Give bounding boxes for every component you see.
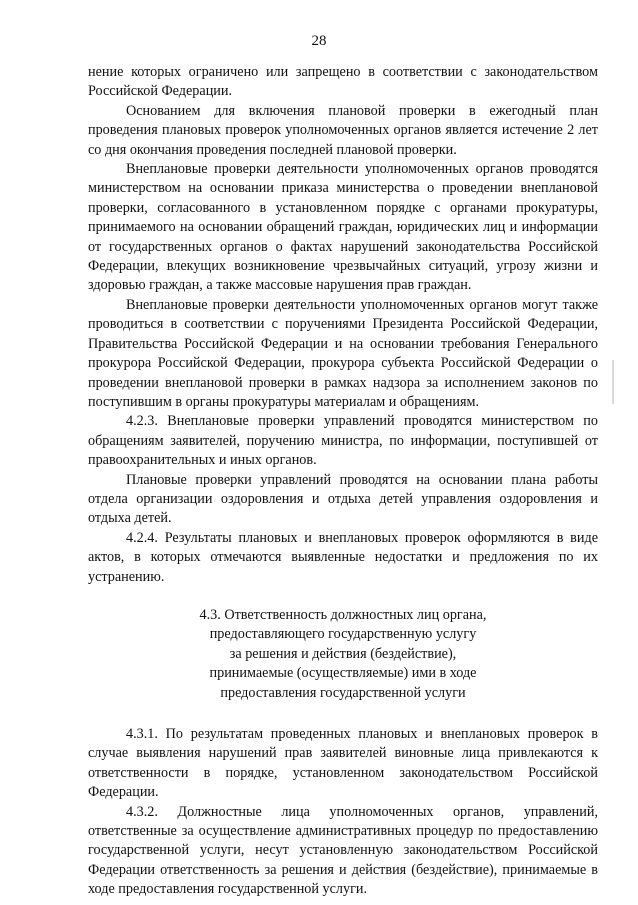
paragraph-4-2-4: 4.2.4. Результаты плановых и внеплановых проверок оформляются в виде актов, в которых отмечаются выявленные недостатки и предложения по их устранению. — [88, 529, 598, 585]
scan-margin-mark — [612, 360, 614, 404]
heading-line: предоставляющего государственную услугу — [209, 626, 477, 643]
page-number: 28 — [311, 33, 327, 49]
heading-line: за решения и действия (бездействие), — [229, 645, 457, 662]
heading-line: принимаемые (осуществляемые) ими в ходе — [209, 665, 477, 682]
section-heading-4-3 — [88, 606, 598, 703]
paragraph-4-3-2: 4.3.2. Должностные лица уполномоченных органов, управлений, ответственные за осуществление административных процедур по предоставлению государственной услуги, несут установленную законодательством Российской Федерации ответственность за решения и действия (бездействие), принимаемые в ходе предоставления государственной услуги. — [88, 803, 598, 898]
paragraph-unscheduled-inspections-orders: Внеплановые проверки деятельности уполномоченных органов могут также проводиться в соответствии с поручениями Президента Российской Федерации, Правительства Российской Федерации и на основании требования Генерального прокурора Российской Федерации, прокурора субъекта Российской Федерации о проведении внеплановой проверки в рамках надзора за исполнением законов по поступившим в органы прокуратуры материалам и обращениям. — [88, 296, 598, 410]
paragraph-4-2-3: 4.2.3. Внеплановые проверки управлений проводятся министерством по обращениям заявителей, поручению министра, по информации, поступившей от правоохранительных и иных органов. — [88, 413, 598, 469]
paragraph-unscheduled-inspections: Внеплановые проверки деятельности уполномоченных органов проводятся министерством на основании приказа министерства о проведении внеплановой проверки, согласованного в установленном порядке с органами прокуратуры, принимаемого на основании обращений граждан, юридических лиц и информации от государственных органов о фактах нарушений законодательства Российской Федерации, влекущих возникновение чрезвычайных ситуаций, угрозу жизни и здоровью граждан, а также массовые нарушения прав граждан. — [88, 161, 598, 294]
paragraph-continuation: нение которых ограничено или запрещено в соответствии с законодательством Российской Федерации. — [88, 64, 598, 100]
paragraph-planned-inspections-departments: Плановые проверки управлений проводятся на основании плана работы отдела организации оздоровления и отдыха детей управления оздоровления и отдыха детей. — [88, 471, 598, 527]
paragraph-planned-inspection-basis: Основанием для включения плановой проверки в ежегодный план проведения плановых проверок уполномоченных органов является истечение 2 лет со дня окончания проведения последней плановой проверки. — [88, 102, 598, 158]
document-body — [88, 63, 598, 900]
heading-line: предоставления государственной услуги — [220, 684, 466, 701]
heading-line: 4.3. Ответственность должностных лиц органа, — [199, 606, 487, 623]
paragraph-4-3-1: 4.3.1. По результатам проведенных плановых и внеплановых проверок в случае выявления нарушений прав заявителей виновные лица привлекаются к ответственности в порядке, установленном законодательством Российской Федерации. — [88, 726, 598, 801]
